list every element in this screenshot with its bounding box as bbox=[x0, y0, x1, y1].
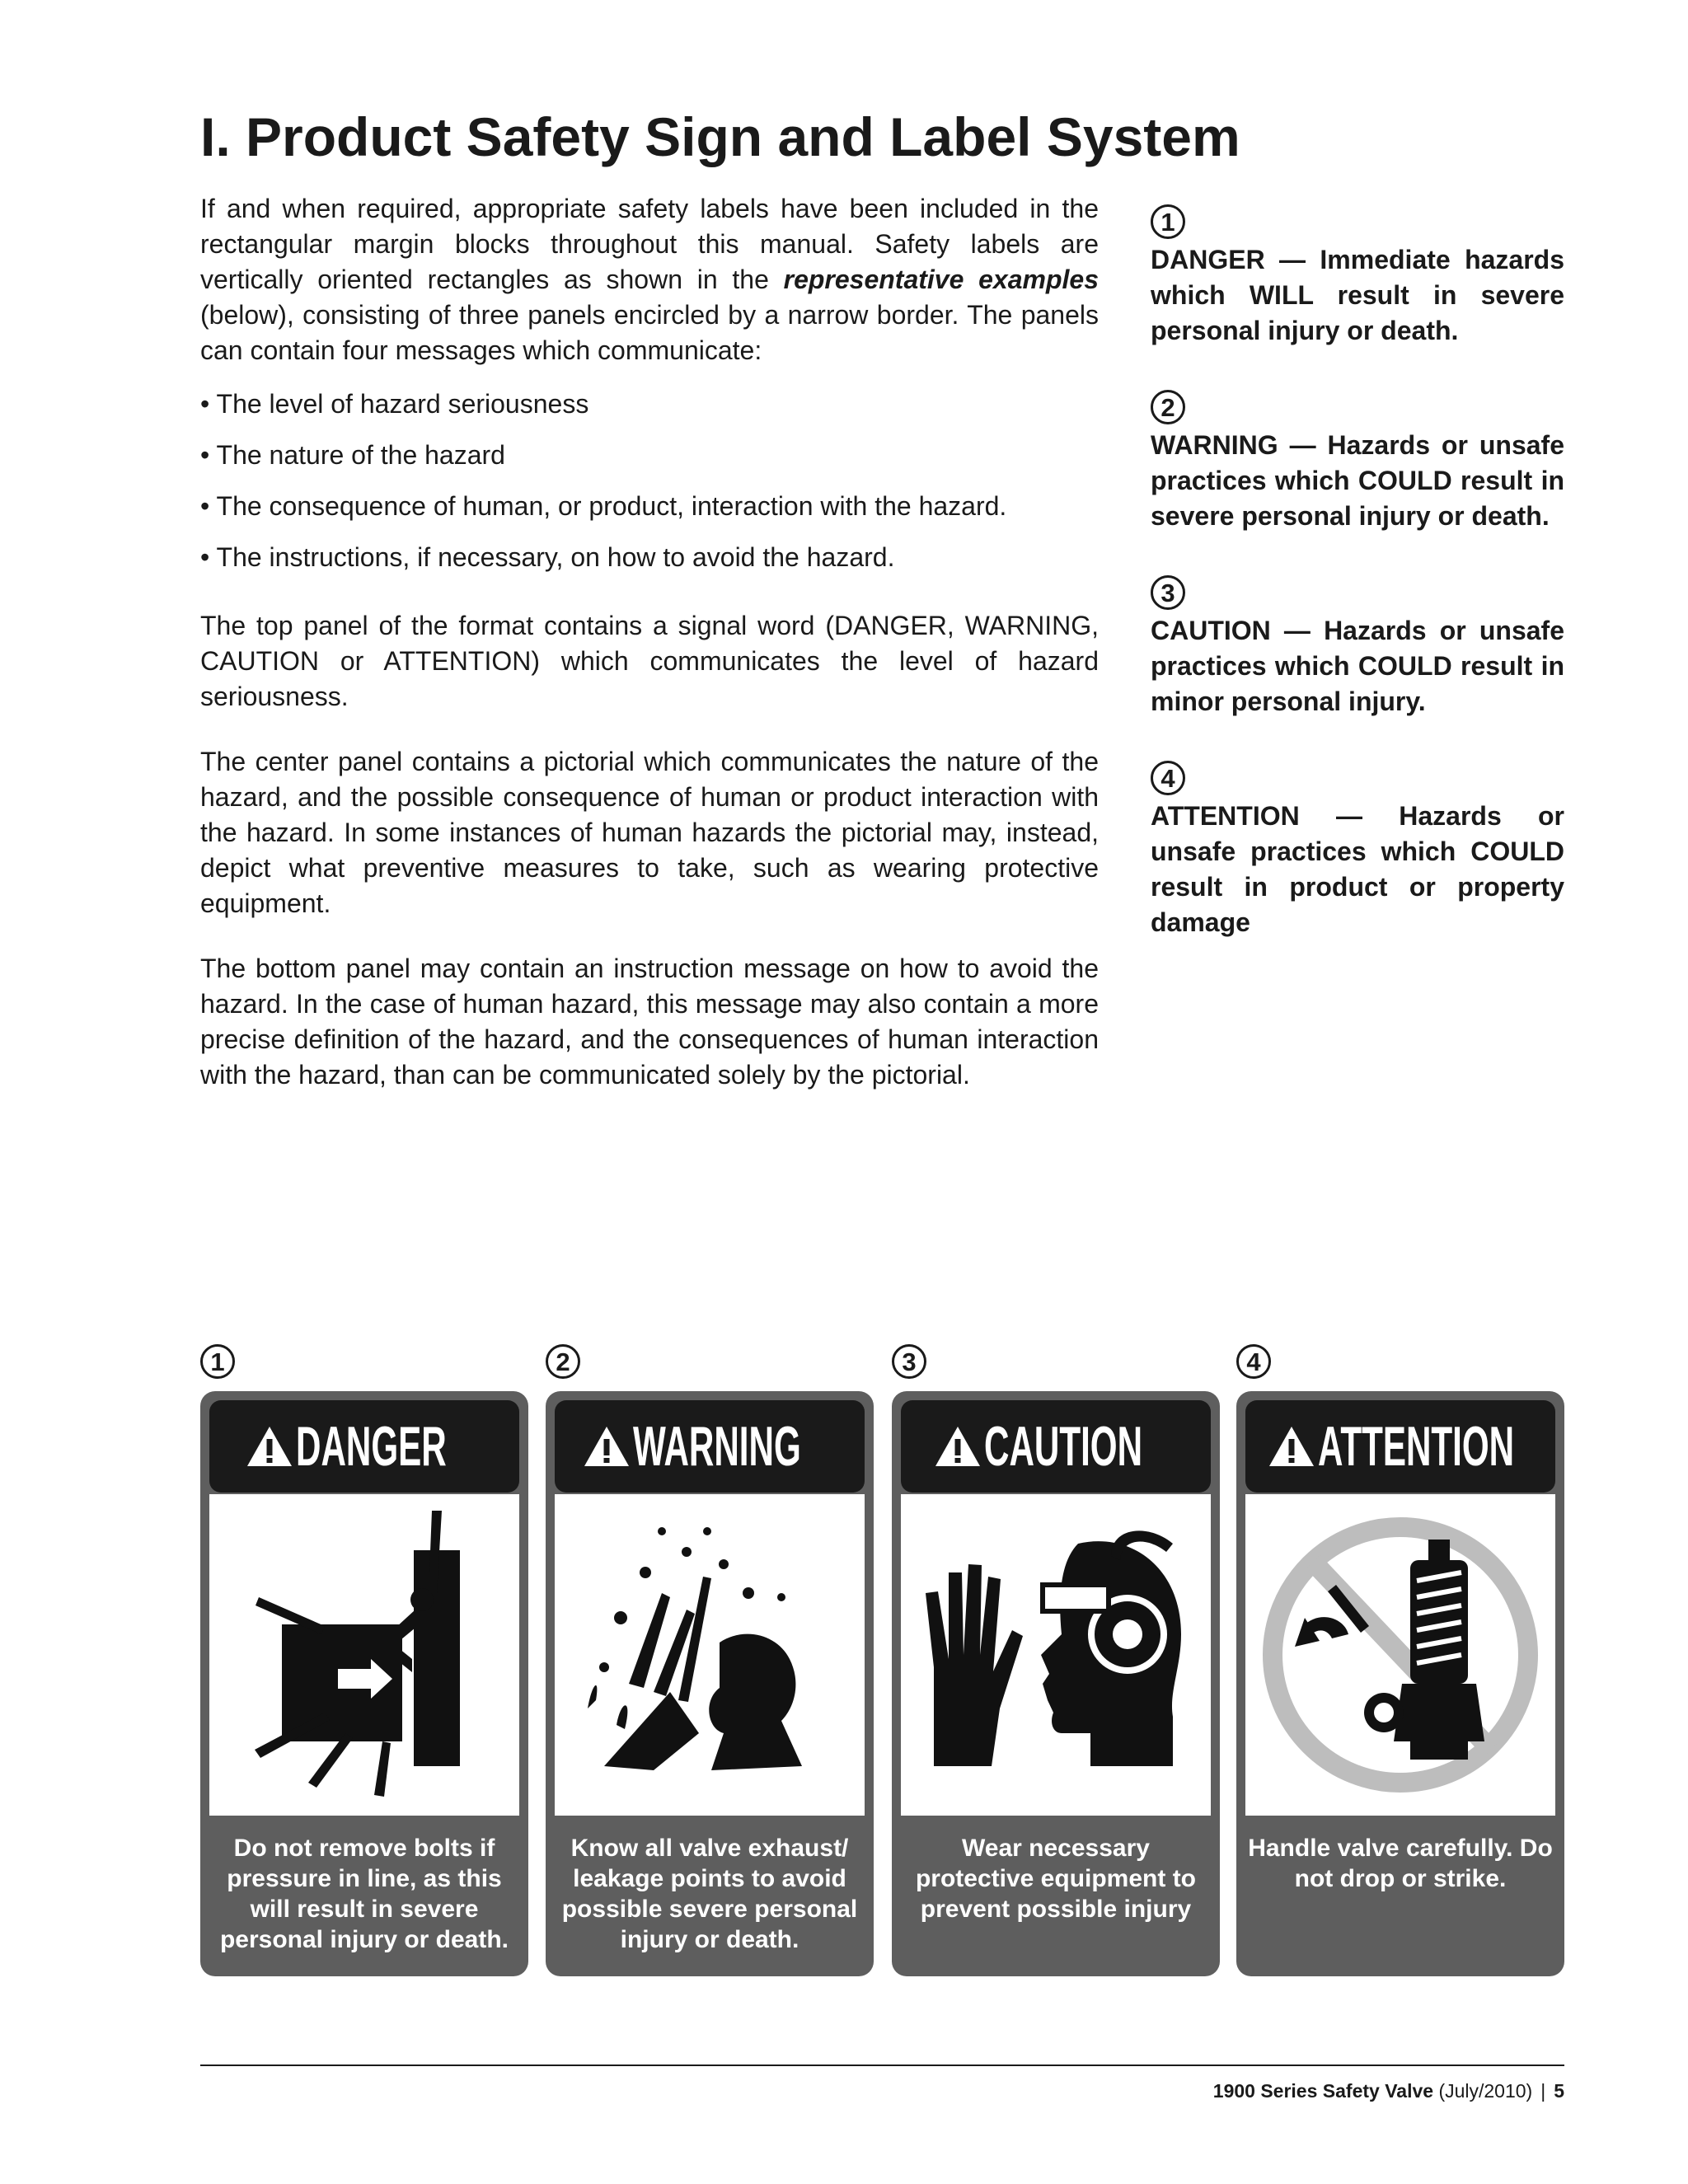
warning-triangle-icon bbox=[582, 1424, 631, 1469]
label-message: Know all valve exhaust/ leakage points to avoid possible severe personal injury or death. bbox=[561, 1835, 858, 1953]
label-number-badge: 2 bbox=[546, 1344, 580, 1379]
signal-word: CAUTION bbox=[984, 1415, 1143, 1478]
top-panel-paragraph: The top panel of the format contains a signal word (DANGER, WARNING, CAUTION or ATTENTION) which communicates the level of hazard seriousness. bbox=[200, 611, 1099, 711]
definition-danger bbox=[1151, 204, 1564, 349]
page-footer bbox=[1213, 2080, 1564, 2102]
label-pictorial bbox=[555, 1494, 865, 1816]
footer-series: 1900 Series Safety Valve bbox=[1212, 2080, 1434, 2102]
body-column bbox=[200, 191, 1099, 1122]
explosion-icon bbox=[555, 1494, 865, 1816]
warning-label bbox=[546, 1391, 874, 1976]
no-drop-valve-icon bbox=[1245, 1494, 1555, 1816]
label-number-badge: 4 bbox=[1236, 1344, 1271, 1379]
attention-label bbox=[1236, 1391, 1564, 1976]
number-badge: 2 bbox=[1151, 390, 1185, 424]
warning-triangle-icon bbox=[1267, 1424, 1316, 1469]
label-number-badge: 1 bbox=[200, 1344, 235, 1379]
label-number-badge: 3 bbox=[892, 1344, 926, 1379]
page-title: I. Product Safety Sign and Label System bbox=[200, 106, 1240, 167]
bullet-list bbox=[200, 387, 1099, 575]
label-header bbox=[555, 1400, 865, 1493]
warning-triangle-icon bbox=[245, 1424, 294, 1469]
list-item: • The instructions, if necessary, on how to avoid the hazard. bbox=[200, 542, 895, 572]
definition-text: DANGER — Immediate hazards which WILL result in severe personal injury or death. bbox=[1151, 245, 1564, 345]
intro-paragraph: If and when required, appropriate safety labels have been included in the rectangular margin blocks throughout this manual. Safety labels are vertically oriented rectangles as shown in the representative examples (below), consisting of three panels encircled by a narrow border. The panels can contain four messages which communicate: bbox=[200, 194, 1100, 365]
label-header bbox=[1245, 1400, 1555, 1493]
definition-text: ATTENTION — Hazards or unsafe practices which COULD result in product or property damage bbox=[1151, 801, 1564, 937]
number-badge: 4 bbox=[1151, 761, 1185, 795]
list-item: • The consequence of human, or product, interaction with the hazard. bbox=[200, 491, 1007, 521]
bottom-panel-paragraph: The bottom panel may contain an instruction message on how to avoid the hazard. In the case of human hazard, this message may also contain a more precise definition of the hazard, and the consequences of human interaction with the hazard, than can be communicated solely by the pictorial. bbox=[200, 954, 1099, 1090]
emphasis-text: representative examples bbox=[783, 265, 1100, 294]
label-pictorial bbox=[1245, 1494, 1555, 1816]
footer-separator: | bbox=[1540, 2080, 1546, 2102]
door-blast-icon bbox=[209, 1494, 519, 1816]
signal-word: WARNING bbox=[633, 1415, 801, 1478]
center-panel-paragraph: The center panel contains a pictorial which communicates the nature of the hazard, and the possible consequence of human or product interaction with the hazard. In some instances of human hazards the pictorial may, instead, depict what preventive measures to take, such as wearing protective equipment. bbox=[200, 747, 1099, 918]
signal-word: DANGER bbox=[296, 1415, 447, 1478]
signal-word: ATTENTION bbox=[1318, 1415, 1515, 1478]
danger-label bbox=[200, 1391, 528, 1976]
definitions-column bbox=[1151, 204, 1564, 982]
definition-text: CAUTION — Hazards or unsafe practices which COULD result in minor personal injury. bbox=[1151, 616, 1564, 716]
caution-label bbox=[892, 1391, 1220, 1976]
definition-caution bbox=[1151, 575, 1564, 719]
protective-gear-icon bbox=[901, 1494, 1211, 1816]
label-pictorial bbox=[209, 1494, 519, 1816]
definition-text: WARNING — Hazards or unsafe practices which COULD result in severe personal injury or death. bbox=[1151, 430, 1564, 531]
label-message: Wear necessary protective equipment to prevent possible injury bbox=[915, 1835, 1197, 1923]
list-item: • The level of hazard seriousness bbox=[200, 389, 589, 419]
footer-rule bbox=[200, 2064, 1564, 2066]
list-item: • The nature of the hazard bbox=[200, 440, 505, 470]
footer-date: (July/2010) bbox=[1438, 2080, 1533, 2102]
label-message: Handle valve carefully. Do not drop or strike. bbox=[1248, 1835, 1553, 1892]
label-pictorial bbox=[901, 1494, 1211, 1816]
warning-triangle-icon bbox=[933, 1424, 982, 1469]
definition-warning bbox=[1151, 390, 1564, 534]
page-number: 5 bbox=[1554, 2080, 1564, 2102]
label-header bbox=[209, 1400, 519, 1493]
definition-attention bbox=[1151, 761, 1564, 940]
number-badge: 1 bbox=[1151, 204, 1185, 239]
label-header bbox=[901, 1400, 1211, 1493]
label-message: Do not remove bolts if pressure in line, as this will result in severe personal injury or death. bbox=[219, 1835, 509, 1953]
number-badge: 3 bbox=[1151, 575, 1185, 610]
